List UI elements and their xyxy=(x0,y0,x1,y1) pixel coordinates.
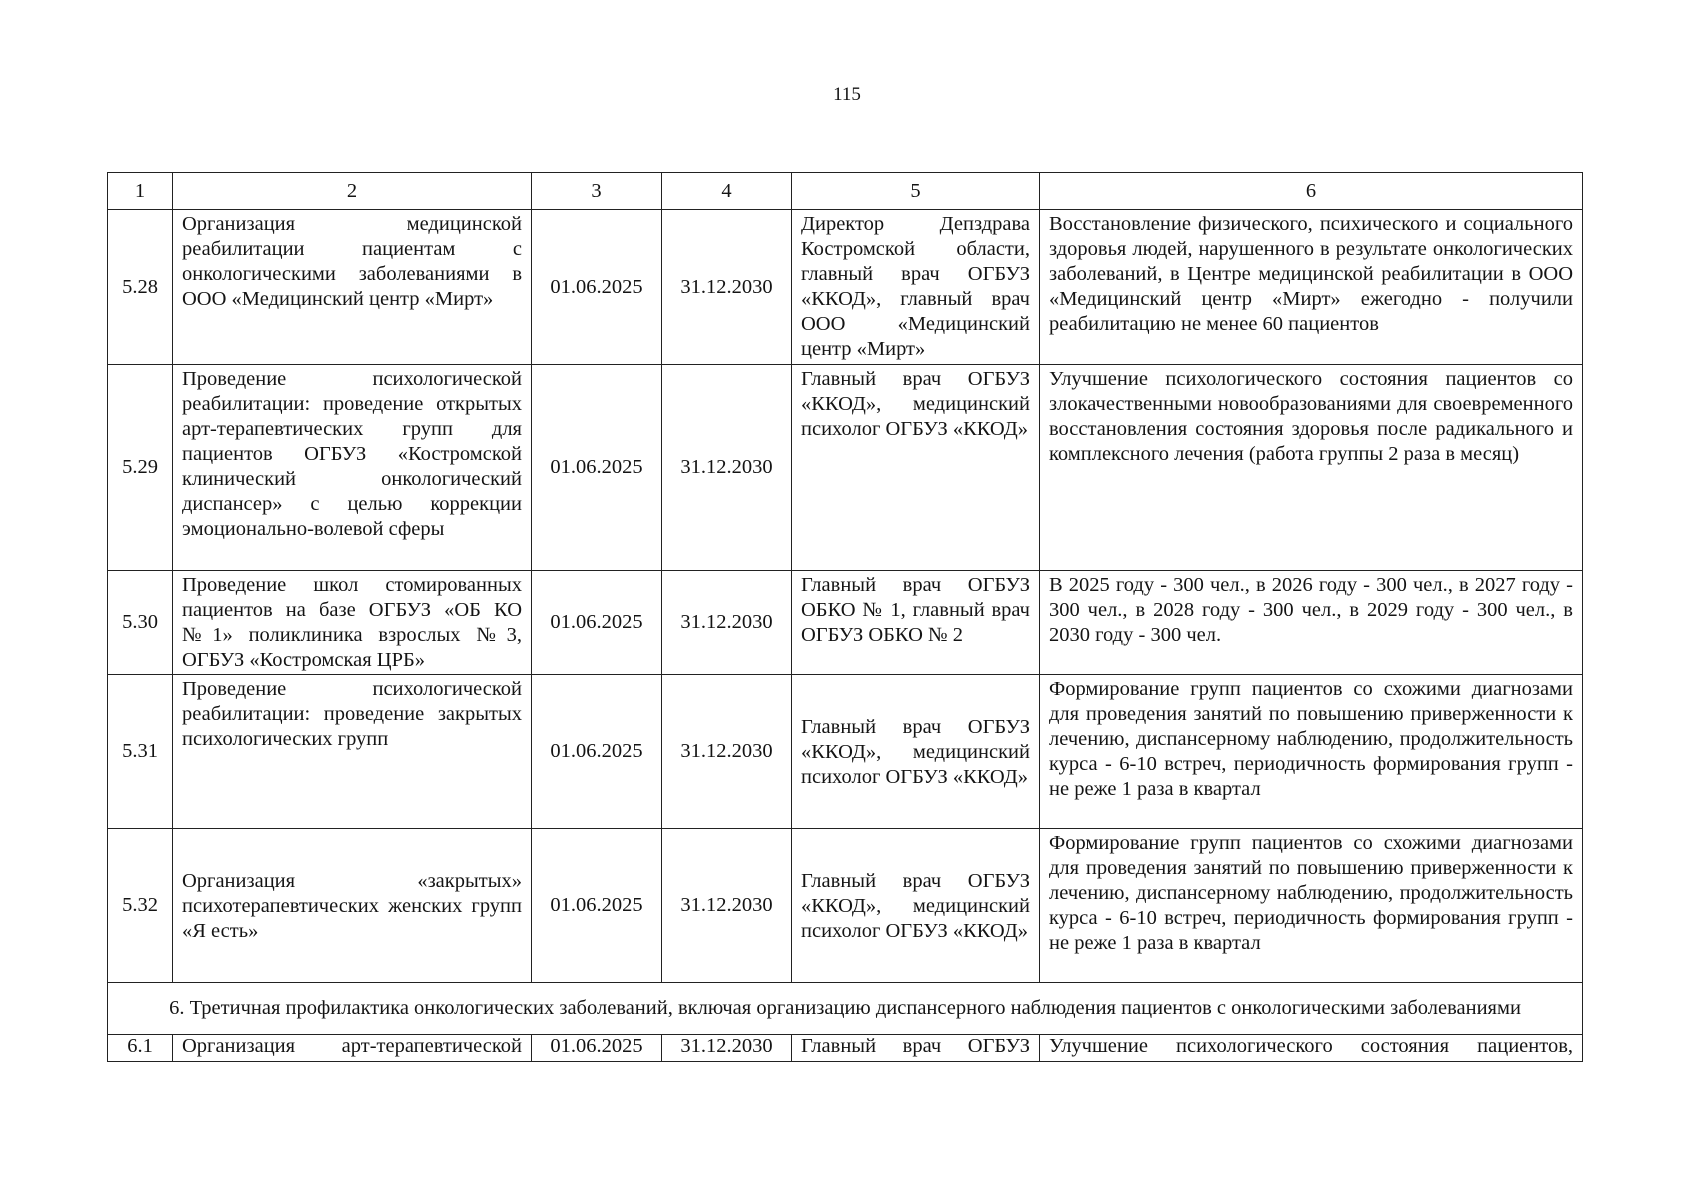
row-number: 5.30 xyxy=(108,571,173,675)
result-cell: Улучшение психологического состояния пациентов со злокачественными новообразованиями для своевременного восстановления состояния здоровья после радикального и комплексного лечения (работа группы 2 раза в месяц) xyxy=(1040,365,1583,571)
responsible-cell: Директор Депздрава Костромской области, главный врач ОГБУЗ «ККОД», главный врач ООО «Медицинский центр «Мирт» xyxy=(792,210,1040,365)
table-row xyxy=(108,365,1583,571)
result-cell xyxy=(1040,1035,1583,1062)
end-date: 31.12.2030 xyxy=(662,365,792,571)
row-number: 5.31 xyxy=(108,675,173,829)
responsible-cell: Главный врач ОГБУЗ «ККОД», медицинский психолог ОГБУЗ «ККОД» xyxy=(792,675,1040,829)
page-number: 115 xyxy=(833,84,861,105)
event-cell: Проведение психологической реабилитации: проведение открытых арт-терапевтических групп для пациентов ОГБУЗ «Костромской клинический онкологический диспансер» с целью коррекции эмоционально-волевой сферы xyxy=(173,365,532,571)
start-date: 01.06.2025 xyxy=(532,365,662,571)
event-cell: Организация «закрытых» психотерапевтических женских групп «Я есть» xyxy=(173,829,532,983)
start-date: 01.06.2025 xyxy=(532,675,662,829)
responsible-cell xyxy=(792,1035,1040,1062)
row-number: 5.32 xyxy=(108,829,173,983)
result-text: Улучшение психологического состояния пациентов, xyxy=(1049,1035,1573,1057)
event-text: Организация арт-терапевтической xyxy=(182,1035,522,1057)
event-cell: Проведение школ стомированных пациентов на базе ОГБУЗ «ОБ КО №1» поликлиника взрослых №3, ОГБУЗ «Костромская ЦРБ» xyxy=(173,571,532,675)
table-row-cut xyxy=(108,1035,1583,1062)
row-number: 6.1 xyxy=(108,1035,173,1062)
start-date: 01.06.2025 xyxy=(532,1035,662,1062)
header-cell: 2 xyxy=(173,173,532,210)
row-number: 5.28 xyxy=(108,210,173,365)
event-cell: Организация медицинской реабилитации пациентам с онкологическими заболеваниями в ООО «Медицинский центр «Мирт» xyxy=(173,210,532,365)
table-row xyxy=(108,829,1583,983)
end-date: 31.12.2030 xyxy=(662,675,792,829)
header-cell: 6 xyxy=(1040,173,1583,210)
header-cell: 5 xyxy=(792,173,1040,210)
responsible-cell: Главный врач ОГБУЗ ОБКО № 1, главный врач ОГБУЗ ОБКО № 2 xyxy=(792,571,1040,675)
end-date: 31.12.2030 xyxy=(662,571,792,675)
result-cell: Формирование групп пациентов со схожими диагнозами для проведения занятий по повышению приверженности к лечению, диспансерному наблюдению, продолжительность курса - 6-10 встреч, периодичность формирования групп - не реже 1 раза в квартал xyxy=(1040,829,1583,983)
header-cell: 3 xyxy=(532,173,662,210)
responsible-cell: Главный врач ОГБУЗ «ККОД», медицинский психолог ОГБУЗ «ККОД» xyxy=(792,365,1040,571)
section-heading-row xyxy=(108,983,1583,1035)
result-cell: Восстановление физического, психического и социального здоровья людей, нарушенного в результате онкологических заболеваний, в Центре медицинской реабилитации в ООО «Медицинский центр «Мирт» ежегодно - получили реабилитацию не менее 60 пациентов xyxy=(1040,210,1583,365)
end-date: 31.12.2030 xyxy=(662,210,792,365)
plan-table xyxy=(107,172,1583,1062)
responsible-text: Главный врач ОГБУЗ xyxy=(801,1035,1030,1057)
end-date: 31.12.2030 xyxy=(662,829,792,983)
start-date: 01.06.2025 xyxy=(532,210,662,365)
header-cell: 1 xyxy=(108,173,173,210)
event-cell xyxy=(173,1035,532,1062)
table-row xyxy=(108,675,1583,829)
row-number: 5.29 xyxy=(108,365,173,571)
table-row xyxy=(108,210,1583,365)
end-date: 31.12.2030 xyxy=(662,1035,792,1062)
table-header-row xyxy=(108,173,1583,210)
start-date: 01.06.2025 xyxy=(532,829,662,983)
responsible-cell: Главный врач ОГБУЗ «ККОД», медицинский психолог ОГБУЗ «ККОД» xyxy=(792,829,1040,983)
section-heading: 6. Третичная профилактика онкологических заболеваний, включая организацию диспансерного наблюдения пациентов с онкологическими заболеваниями xyxy=(108,983,1583,1035)
table-row xyxy=(108,571,1583,675)
result-cell: В 2025 году - 300 чел., в 2026 году - 300 чел., в 2027 году - 300 чел., в 2028 году - 300 чел., в 2029 году - 300 чел., в 2030 году - 300 чел. xyxy=(1040,571,1583,675)
start-date: 01.06.2025 xyxy=(532,571,662,675)
header-cell: 4 xyxy=(662,173,792,210)
event-cell: Проведение психологической реабилитации: проведение закрытых психологических групп xyxy=(173,675,532,829)
result-cell: Формирование групп пациентов со схожими диагнозами для проведения занятий по повышению приверженности к лечению, диспансерному наблюдению, продолжительность курса - 6-10 встреч, периодичность формирования групп - не реже 1 раза в квартал xyxy=(1040,675,1583,829)
